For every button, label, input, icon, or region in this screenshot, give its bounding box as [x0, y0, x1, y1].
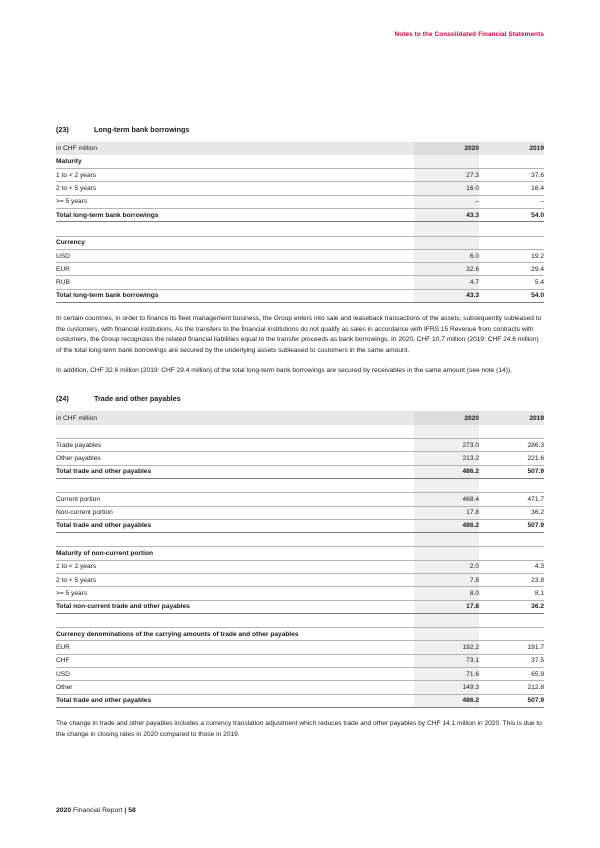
table-row — [56, 493, 544, 506]
table-row — [56, 681, 544, 694]
spacer-2020 — [414, 533, 479, 547]
total-value-2019: 36.2 — [479, 600, 544, 613]
row-value-2019: 29.4 — [479, 263, 544, 276]
table-total-row — [56, 208, 544, 221]
note-24-paragraph-1: The change in trade and other payables includes a currency translation adjustment which reduces trade and other payables by CHF 14.1 million in 2020. This is due to the change in closing rates in 2020 compared to those in 2019. — [56, 719, 542, 738]
total-label: Total long-term bank borrowings — [56, 208, 414, 221]
table-total-row — [56, 465, 544, 478]
row-label: >= 5 years — [56, 195, 414, 208]
group-label-currency: Currency — [56, 236, 414, 249]
total-value-2020: 43.3 — [414, 208, 479, 221]
spacer-2020 — [414, 478, 479, 492]
table-row — [56, 654, 544, 667]
group-label-blank-2019 — [479, 547, 544, 560]
row-value-2020: – — [414, 195, 479, 208]
spacer-2019 — [479, 613, 544, 627]
total-value-2019: 507.9 — [479, 694, 544, 707]
table-row — [56, 249, 544, 262]
row-label: 1 to < 2 years — [56, 560, 414, 573]
total-value-2019: 507.9 — [479, 465, 544, 478]
spacer-2020 — [414, 425, 479, 439]
table-spacer-row — [56, 222, 544, 236]
row-label: USD — [56, 668, 414, 681]
row-label: Other — [56, 681, 414, 694]
row-label: EUR — [56, 641, 414, 654]
table-group-label-row — [56, 155, 544, 168]
note-23-heading — [56, 125, 544, 134]
table-row — [56, 439, 544, 452]
total-label: Total long-term bank borrowings — [56, 289, 414, 302]
row-value-2020: 2.0 — [414, 560, 479, 573]
row-value-2020: 17.8 — [414, 506, 479, 519]
column-header-2019: 2019 — [529, 145, 544, 153]
note-23-number: (23) — [56, 125, 69, 134]
note-23-table — [56, 142, 544, 303]
row-value-2020: 7.8 — [414, 573, 479, 586]
group-label-maturity-noncurrent: Maturity of non-current portion — [56, 547, 414, 560]
table-spacer-row — [56, 425, 544, 439]
table-row — [56, 169, 544, 182]
table-row — [56, 276, 544, 289]
group-label-blank-2019 — [479, 628, 544, 641]
note-24-title: Trade and other payables — [94, 394, 181, 404]
row-label: CHF — [56, 654, 414, 667]
table-group-label-row — [56, 628, 544, 641]
spacer-label — [56, 478, 414, 492]
table-row — [56, 452, 544, 465]
row-value-2020: 6.0 — [414, 249, 479, 262]
row-value-2019: 8.1 — [479, 587, 544, 600]
note-23-paragraph-2: In addition, CHF 32.6 million (2019: CHF 29.4 million) of the total long-term bank borrowings are secured by receivables in the same amount (see note (14)). — [56, 366, 512, 374]
spacer-2019 — [479, 222, 544, 236]
group-label-currency-denominations: Currency denominations of the carrying amounts of trade and other payables — [56, 628, 414, 641]
row-label: Current portion — [56, 493, 414, 506]
note-24-heading — [56, 394, 544, 403]
note-23-title: Long-term bank borrowings — [94, 125, 190, 134]
footer-year: 2020 — [56, 807, 72, 814]
spacer-label — [56, 425, 414, 439]
table-spacer-row — [56, 613, 544, 627]
row-value-2019: 23.8 — [479, 573, 544, 586]
row-value-2020: 27.3 — [414, 169, 479, 182]
group-label-blank-2019 — [479, 236, 544, 249]
group-label-blank-2020 — [414, 628, 479, 641]
row-value-2020: 192.2 — [414, 641, 479, 654]
group-label-maturity: Maturity — [56, 155, 414, 168]
row-value-2020: 8.0 — [414, 587, 479, 600]
row-label: 1 to < 2 years — [56, 169, 414, 182]
running-header: Notes to the Consolidated Financial Statements — [394, 31, 544, 38]
row-value-2020: 4.7 — [414, 276, 479, 289]
group-label-blank-2020 — [414, 236, 479, 249]
row-value-2019: 471.7 — [479, 493, 544, 506]
total-value-2020: 486.2 — [414, 519, 479, 532]
page-content — [56, 125, 544, 740]
column-header-label: in CHF million — [56, 145, 98, 153]
row-label: Trade payables — [56, 439, 414, 452]
row-value-2019: 212.8 — [479, 681, 544, 694]
spacer-label — [56, 222, 414, 236]
row-value-2019: 5.4 — [479, 276, 544, 289]
row-value-2019: 191.7 — [479, 641, 544, 654]
table-group-label-row — [56, 547, 544, 560]
row-value-2020: 273.0 — [414, 439, 479, 452]
spacer-label — [56, 613, 414, 627]
table-row — [56, 573, 544, 586]
total-value-2020: 486.2 — [414, 694, 479, 707]
table-header-row — [56, 142, 544, 155]
total-value-2019: 54.0 — [479, 208, 544, 221]
row-label: >= 5 years — [56, 587, 414, 600]
total-value-2019: 54.0 — [479, 289, 544, 302]
group-label-blank-2020 — [414, 547, 479, 560]
row-value-2019: 16.4 — [479, 182, 544, 195]
spacer-2020 — [414, 222, 479, 236]
table-row — [56, 668, 544, 681]
row-value-2020: 468.4 — [414, 493, 479, 506]
row-value-2019: – — [479, 195, 544, 208]
table-row — [56, 587, 544, 600]
total-label: Total trade and other payables — [56, 694, 414, 707]
row-value-2020: 213.2 — [414, 452, 479, 465]
total-value-2020: 43.3 — [414, 289, 479, 302]
row-label: 2 to < 5 years — [56, 573, 414, 586]
note-23-paragraph-1: In certain countries, in order to finance its fleet management business, the Group enters into sale and leaseback transactions of the assets, subsequently subleased to the customers, with financial institutions. As the transfers to the financial institutions do not qualify as sales in accordance with IFRS 15 Revenue from contracts with customers, the Group recognizes the related financial liabilities equal to the transfer proceeds as bank borrowings. In 2020, CHF 10.7 million (2019: CHF 24.6 million) of the total long-term bank borrowings are secured by the underlying assets subleased to customers in the same amount. — [56, 315, 542, 355]
table-row — [56, 560, 544, 573]
total-label: Total trade and other payables — [56, 519, 414, 532]
table-spacer-row — [56, 533, 544, 547]
spacer-label — [56, 533, 414, 547]
total-label: Total non-current trade and other payables — [56, 600, 414, 613]
spacer-2019 — [479, 533, 544, 547]
row-value-2020: 149.3 — [414, 681, 479, 694]
note-24-table — [56, 411, 544, 708]
row-label: USD — [56, 249, 414, 262]
table-spacer-row — [56, 478, 544, 492]
footer-page-number: 58 — [128, 807, 136, 814]
table-row — [56, 641, 544, 654]
row-label: Other payables — [56, 452, 414, 465]
footer-separator: | — [124, 807, 127, 814]
row-value-2019: 65.9 — [479, 668, 544, 681]
row-value-2019: 37.6 — [479, 169, 544, 182]
note-24-number: (24) — [56, 394, 69, 404]
table-total-row — [56, 289, 544, 302]
footer-report-label: Financial Report — [73, 807, 123, 814]
row-value-2019: 4.3 — [479, 560, 544, 573]
column-header-2019: 2019 — [529, 414, 544, 422]
total-value-2020: 17.8 — [414, 600, 479, 613]
row-value-2020: 32.6 — [414, 263, 479, 276]
spacer-2020 — [414, 613, 479, 627]
column-header-2020: 2020 — [414, 142, 479, 155]
table-header-row — [56, 411, 544, 424]
table-row — [56, 506, 544, 519]
row-value-2019: 36.2 — [479, 506, 544, 519]
row-label: 2 to < 5 years — [56, 182, 414, 195]
total-value-2020: 486.2 — [414, 465, 479, 478]
page-footer — [56, 807, 136, 814]
group-label-blank-2019 — [479, 155, 544, 168]
row-value-2020: 71.6 — [414, 668, 479, 681]
table-row — [56, 263, 544, 276]
table-total-row — [56, 519, 544, 532]
row-value-2019: 37.5 — [479, 654, 544, 667]
spacer-2019 — [479, 425, 544, 439]
table-group-label-row — [56, 236, 544, 249]
total-value-2019: 507.9 — [479, 519, 544, 532]
table-row — [56, 182, 544, 195]
row-value-2020: 73.1 — [414, 654, 479, 667]
spacer-2019 — [479, 478, 544, 492]
row-value-2020: 16.0 — [414, 182, 479, 195]
row-value-2019: 19.2 — [479, 249, 544, 262]
table-total-row — [56, 600, 544, 613]
row-label: EUR — [56, 263, 414, 276]
table-total-row — [56, 694, 544, 707]
row-value-2019: 286.3 — [479, 439, 544, 452]
row-value-2019: 221.6 — [479, 452, 544, 465]
group-label-blank-2020 — [414, 155, 479, 168]
row-label: Non-current portion — [56, 506, 414, 519]
column-header-label: in CHF million — [56, 414, 98, 422]
table-row — [56, 195, 544, 208]
total-label: Total trade and other payables — [56, 465, 414, 478]
row-label: RUB — [56, 276, 414, 289]
column-header-2020: 2020 — [414, 411, 479, 424]
